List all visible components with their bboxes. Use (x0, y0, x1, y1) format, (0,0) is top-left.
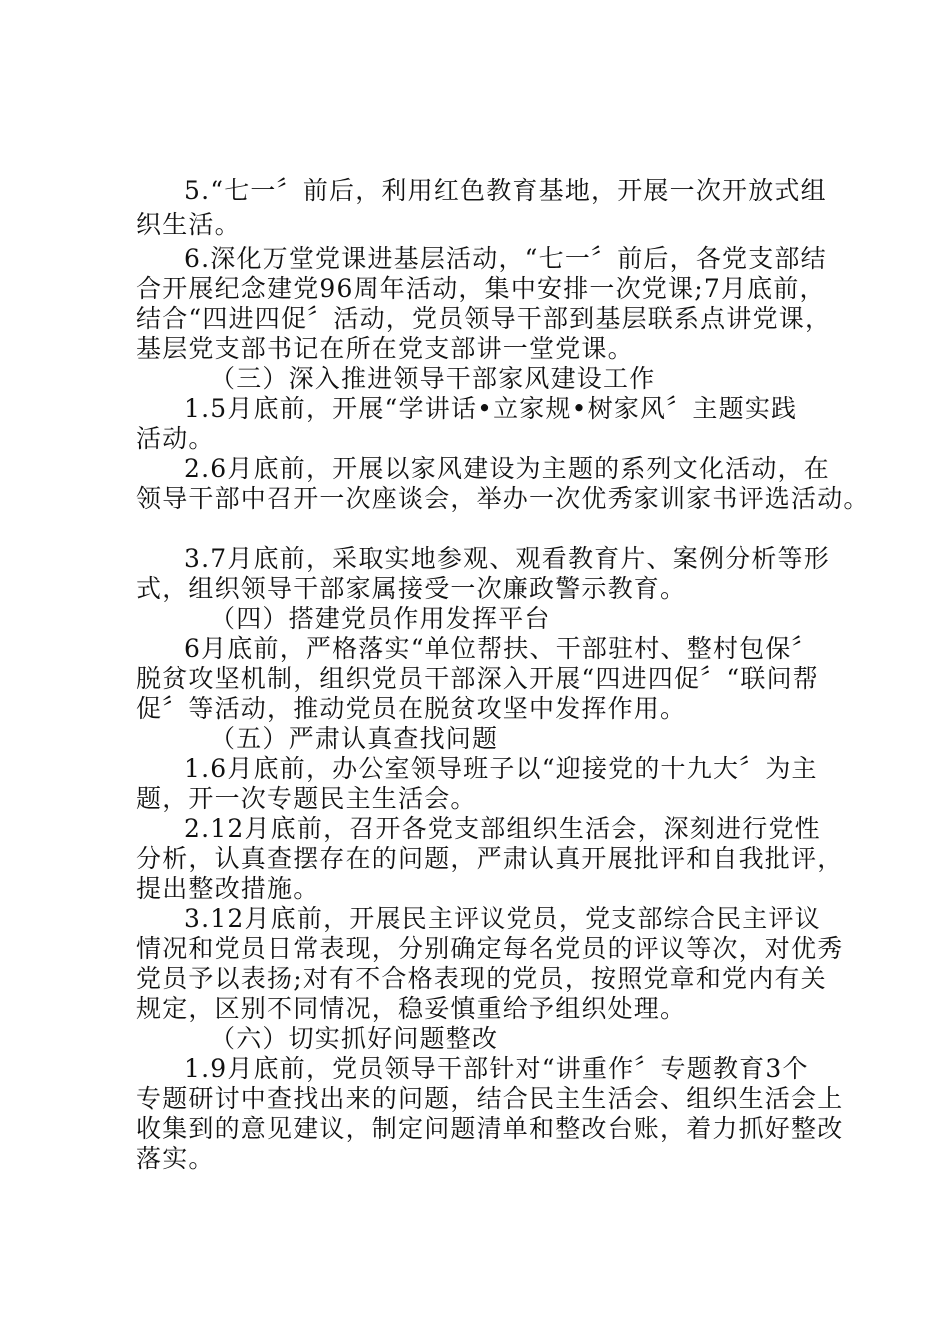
paragraph-line: 领导干部中召开一次座谈会，举办一次优秀家训家书评选活动。 (136, 484, 870, 513)
paragraph-line: 规定，区别不同情况，稳妥慎重给予组织处理。 (136, 994, 687, 1023)
paragraph-line: 题，开一次专题民主生活会。 (136, 784, 477, 813)
paragraph-line: 脱贫攻坚机制，组织党员干部深入开展“四进四促〞“联问帮 (136, 664, 819, 693)
paragraph-line: 1.9月底前，党员领导干部针对“讲重作〞专题教育3个 (184, 1054, 809, 1083)
paragraph-line: 分析，认真查摆存在的问题，严肃认真开展批评和自我批评， (136, 844, 844, 873)
section-heading: （六）切实抓好问题整改 (210, 1024, 499, 1053)
paragraph-line: 基层党支部书记在所在党支部讲一堂党课。 (136, 334, 634, 363)
paragraph-line: 收集到的意见建议，制定问题清单和整改台账，着力抓好整改 (136, 1114, 844, 1143)
paragraph-line: 1.5月底前，开展“学讲话•立家规•树家风〞主题实践 (184, 394, 798, 423)
paragraph-line: 活动。 (136, 424, 215, 453)
section-heading: （五）严肃认真查找问题 (210, 724, 499, 753)
paragraph-line: 合开展纪念建党96周年活动，集中安排一次党课;7月底前， (136, 274, 826, 303)
paragraph-line: 提出整改措施。 (136, 874, 320, 903)
paragraph-line: 促〞等活动，推动党员在脱贫攻坚中发挥作用。 (136, 694, 687, 723)
paragraph-line: 情况和党员日常表现，分别确定每名党员的评议等次，对优秀 (136, 934, 844, 963)
paragraph-line: 2.6月底前，开展以家风建设为主题的系列文化活动，在 (184, 454, 830, 483)
paragraph-line: 织生活。 (136, 210, 241, 239)
section-heading: （三）深入推进领导干部家风建设工作 (210, 364, 656, 393)
paragraph-line: 2.12月底前，召开各党支部组织生活会，深刻进行党性 (184, 814, 821, 843)
paragraph-line: 结合“四进四促〞活动，党员领导干部到基层联系点讲党课， (136, 304, 832, 333)
paragraph-line: 1.6月底前，办公室领导班子以“迎接党的十九大〞为主 (184, 754, 818, 783)
paragraph-line: 6.深化万堂党课进基层活动，“七一〞前后，各党支部结 (184, 244, 827, 273)
paragraph-line: 5.“七一〞前后，利用红色教育基地，开展一次开放式组 (184, 176, 827, 205)
paragraph-line: 专题研讨中查找出来的问题，结合民主生活会、组织生活会上 (136, 1084, 844, 1113)
paragraph-line: 3.12月底前，开展民主评议党员，党支部综合民主评议 (184, 904, 821, 933)
paragraph-line: 式，组织领导干部家属接受一次廉政警示教育。 (136, 574, 687, 603)
paragraph-line: 党员予以表扬;对有不合格表现的党员，按照党章和党内有关 (136, 964, 827, 993)
paragraph-line: 6月底前，严格落实“单位帮扶、干部驻村、整村包保〞 (184, 634, 818, 663)
section-heading: （四）搭建党员作用发挥平台 (210, 604, 551, 633)
paragraph-line: 落实。 (136, 1144, 215, 1173)
paragraph-line: 3.7月底前，采取实地参观、观看教育片、案例分析等形 (184, 544, 830, 573)
